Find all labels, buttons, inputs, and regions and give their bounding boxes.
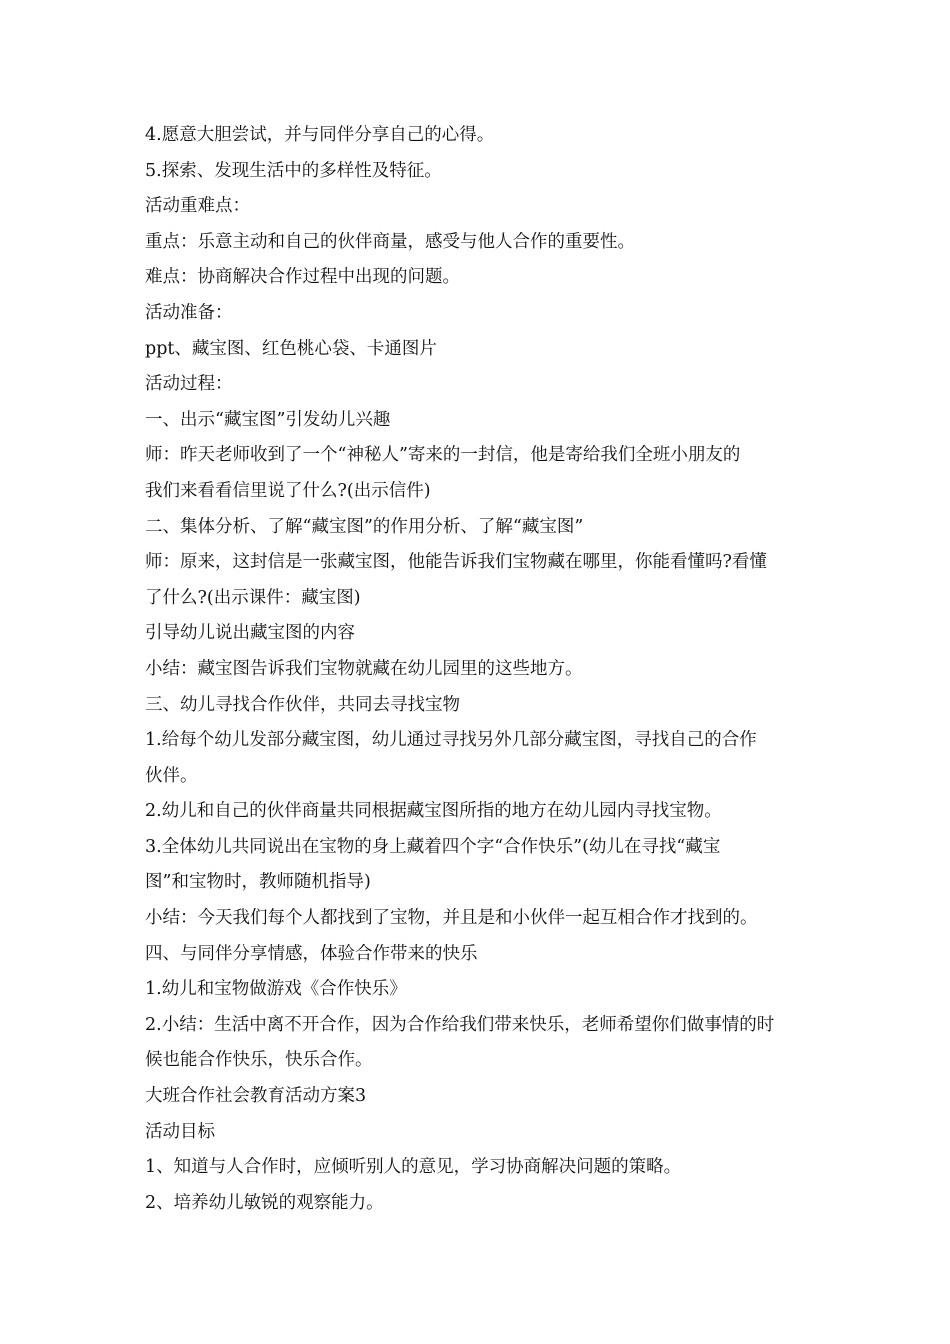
document-title: 大班合作社会教育活动方案3	[145, 1086, 367, 1107]
document-body	[145, 118, 807, 1221]
text-line: 5.探索、发现生活中的多样性及特征。	[145, 160, 442, 181]
text-line: 了什么?(出示课件：藏宝图)	[145, 587, 361, 608]
text-line: 二、集体分析、了解“藏宝图”的作用分析、了解“藏宝图”	[145, 516, 584, 537]
text-line: 4.愿意大胆尝试，并与同伴分享自己的心得。	[145, 125, 495, 145]
text-line: 师：原来，这封信是一张藏宝图，他能告诉我们宝物藏在哪里，你能看懂吗?看懂	[145, 552, 767, 573]
text-line: 3.全体幼儿共同说出在宝物的身上藏着四个字“合作快乐”(幼儿在寻找“藏宝	[145, 836, 721, 857]
text-line: 四、与同伴分享情感，体验合作带来的快乐	[145, 943, 478, 964]
text-line: 伙伴。	[145, 765, 198, 786]
text-line: 1、知道与人合作时，应倾听别人的意见，学习协商解决问题的策略。	[145, 1157, 682, 1178]
text-line: 小结：今天我们每个人都找到了宝物，并且是和小伙伴一起互相合作才找到的。	[145, 908, 758, 929]
text-line: 图”和宝物时，教师随机指导)	[145, 872, 371, 893]
text-line: 师：昨天老师收到了一个“神秘人”寄来的一封信，他是寄给我们全班小朋友的	[145, 445, 741, 466]
text-line: 重点：乐意主动和自己的伙伴商量，感受与他人合作的重要性。	[145, 231, 635, 252]
text-line: 引导幼儿说出藏宝图的内容	[145, 623, 355, 644]
text-line: 三、幼儿寻找合作伙伴，共同去寻找宝物	[145, 694, 460, 715]
text-line: 2.幼儿和自己的伙伴商量共同根据藏宝图所指的地方在幼儿园内寻找宝物。	[145, 801, 722, 822]
section-heading: 活动过程：	[145, 374, 233, 395]
text-line: 一、出示“藏宝图”引发幼儿兴趣	[145, 409, 391, 430]
text-line: 我们来看看信里说了什么?(出示信件)	[145, 480, 431, 501]
text-line: 1.幼儿和宝物做游戏《合作快乐》	[145, 979, 407, 1000]
text-line: ppt、藏宝图、红色桃心袋、卡通图片	[145, 338, 437, 359]
text-line: 难点：协商解决合作过程中出现的问题。	[145, 267, 460, 288]
section-heading: 活动目标	[145, 1121, 215, 1142]
text-line: 小结：藏宝图告诉我们宝物就藏在幼儿园里的这些地方。	[145, 658, 583, 679]
text-line: 1.给每个幼儿发部分藏宝图，幼儿通过寻找另外几部分藏宝图，寻找自己的合作	[145, 730, 757, 751]
section-heading: 活动重难点：	[145, 196, 250, 217]
section-heading: 活动准备：	[145, 302, 233, 323]
text-line: 2、培养幼儿敏锐的观察能力。	[145, 1192, 384, 1213]
text-line: 候也能合作快乐，快乐合作。	[145, 1050, 373, 1071]
text-line: 2.小结：生活中离不开合作，因为合作给我们带来快乐，老师希望你们做事情的时	[145, 1014, 775, 1035]
